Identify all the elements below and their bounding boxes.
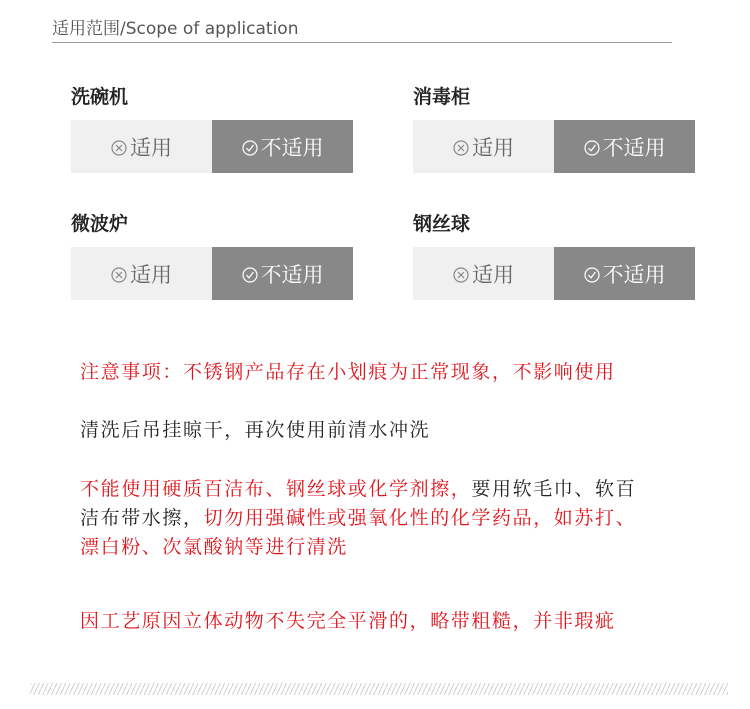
circle-check-icon [584, 140, 600, 156]
applicability-toggle [71, 120, 353, 173]
option-applicable[interactable] [71, 120, 212, 173]
circle-x-icon [111, 140, 127, 156]
chemical-warning-text: 切勿用强碱性或强氧化性的化学药品，如苏打、 [203, 507, 637, 529]
circle-check-icon [242, 267, 258, 283]
option-label: 适用 [130, 262, 172, 287]
option-applicable[interactable] [413, 120, 554, 173]
cleaning-advice-text: 洁布带水擦， [80, 507, 204, 529]
circle-check-icon [584, 267, 600, 283]
option-not-applicable[interactable] [554, 247, 695, 300]
circle-check-icon [242, 140, 258, 156]
option-label: 不适用 [260, 135, 324, 160]
cleaning-note-line-3: 漂白粉、次氯酸钠等进行清洗 [80, 536, 348, 558]
wash-note: 清洗后吊挂晾干，再次使用前清水冲洗 [80, 419, 431, 441]
footer-divider [30, 683, 728, 695]
section-header [52, 12, 672, 43]
option-label: 适用 [472, 262, 514, 287]
option-not-applicable[interactable] [554, 120, 695, 173]
cleaning-note-line-2 [80, 504, 720, 533]
applicability-toggle [71, 247, 353, 300]
applicability-toggle [413, 247, 695, 300]
cleaning-advice-text: 要用软毛巾、软百 [471, 478, 637, 500]
option-not-applicable[interactable] [212, 120, 353, 173]
option-label: 不适用 [260, 262, 324, 287]
cleaning-note-line-1 [80, 475, 720, 504]
option-label: 适用 [472, 135, 514, 160]
care-notes [80, 358, 720, 636]
circle-x-icon [453, 267, 469, 283]
circle-x-icon [111, 267, 127, 283]
item-label: 洗碗机 [71, 86, 129, 108]
option-label: 不适用 [602, 262, 666, 287]
option-label: 适用 [130, 135, 172, 160]
caution-note: 注意事项：不锈钢产品存在小划痕为正常现象，不影响使用 [80, 361, 616, 383]
item-label: 消毒柜 [413, 86, 471, 108]
circle-x-icon [453, 140, 469, 156]
option-label: 不适用 [602, 135, 666, 160]
craft-note: 因工艺原因立体动物不失完全平滑的，略带粗糙，并非瑕疵 [80, 610, 616, 632]
cleaning-warning-text: 不能使用硬质百洁布、钢丝球或化学剂擦， [80, 478, 472, 500]
item-label: 钢丝球 [413, 213, 471, 235]
applicability-toggle [413, 120, 695, 173]
option-applicable[interactable] [71, 247, 212, 300]
item-label: 微波炉 [71, 213, 129, 235]
option-applicable[interactable] [413, 247, 554, 300]
option-not-applicable[interactable] [212, 247, 353, 300]
section-title: 适用范围/Scope of application [52, 19, 299, 39]
